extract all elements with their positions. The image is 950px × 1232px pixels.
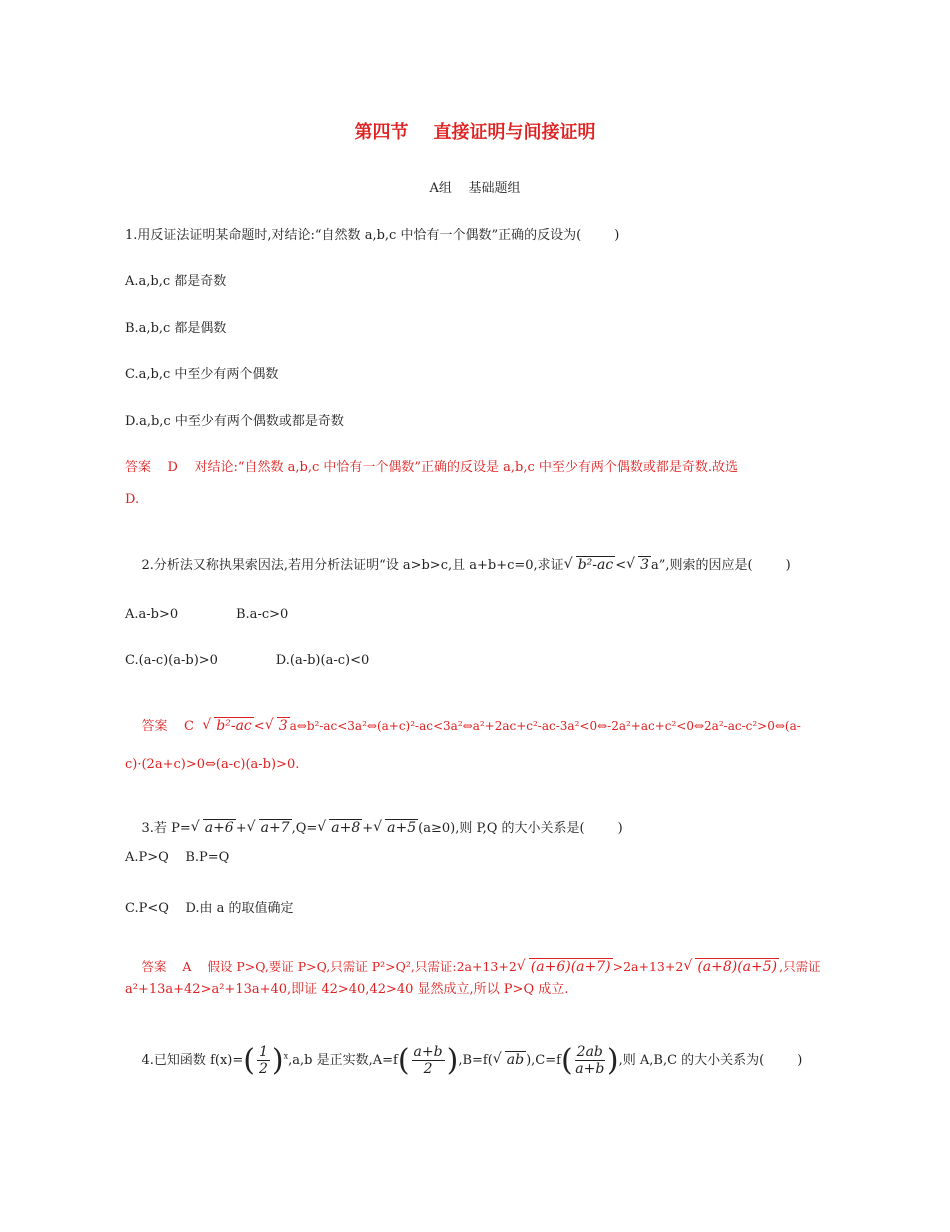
q1-option-a: A.a,b,c 都是奇数 xyxy=(125,274,227,289)
q3-stem xyxy=(125,802,623,851)
q2-options-cd: C.(a-c)(a-b)>0 D.(a-b)(a-c)<0 xyxy=(125,653,370,668)
q2-answer-radical-2: √ 3 xyxy=(265,718,290,734)
q1-option-b: B.a,b,c 都是偶数 xyxy=(125,321,227,336)
q1-stem: 1.用反证法证明某命题时,对结论:“自然数 a,b,c 中恰有一个偶数”正确的反设为( ) xyxy=(125,228,620,243)
q2-answer-less-than: < xyxy=(253,719,265,734)
q3-answer-radical-1: √ (a+6)(a+7) xyxy=(517,959,613,975)
q3-plus-2: + xyxy=(362,821,374,836)
q3-radical-1: √ a+6 xyxy=(191,820,236,836)
q2-radical-2: √ 3 xyxy=(626,557,651,573)
q2-answer-label: 答案 C xyxy=(141,719,195,734)
q3-plus-1: + xyxy=(235,821,247,836)
q3-options-ab: A.P>Q B.P=Q xyxy=(125,850,230,865)
q1-option-d: D.a,b,c 中至少有两个偶数或都是奇数 xyxy=(125,414,344,429)
q4-stem-text: 4.已知函数 f(x)= xyxy=(141,1053,244,1068)
section-title: 第四节 直接证明与间接证明 xyxy=(354,122,596,143)
q3-answer-tail: ,只需证 xyxy=(779,959,821,974)
q4-fraction-c: $\frac{2ab}{a+b}$ xyxy=(575,1044,605,1077)
q4-mid-1: ,a,b 是正实数,A=f xyxy=(288,1053,398,1068)
q4-paren-open-1: ( xyxy=(243,1043,255,1078)
q2-answer xyxy=(125,700,801,749)
q4-fraction-a: $\frac{a+b}{2}$ xyxy=(413,1044,443,1077)
q2-answer-radical-1: √ b²-ac xyxy=(202,718,254,734)
q3-radical-4: √ a+5 xyxy=(373,820,418,836)
q3-radical-3: √ a+8 xyxy=(317,820,362,836)
q3-answer-mid: >2a+13+2 xyxy=(612,959,684,974)
q4-mid-2: ,B=f( xyxy=(458,1053,493,1068)
q4-paren-close-2: ) xyxy=(446,1043,459,1078)
q2-stem-text: 2.分析法又称执果索因法,若用分析法证明“设 a>b>c,且 a+b+c=0,求证 xyxy=(141,558,564,573)
q3-q-eq: ,Q= xyxy=(291,821,318,836)
q3-answer-cont: a²+13a+42>a²+13a+40,即证 42>40,42>40 显然成立,所以 P>Q 成立. xyxy=(125,982,569,997)
q2-stem xyxy=(125,539,791,588)
q3-stem-tail: (a≥0),则 P,Q 的大小关系是( ) xyxy=(418,821,623,836)
q2-options-ab: A.a-b>0 B.a-c>0 xyxy=(125,607,289,622)
q3-answer-text: 答案 A 假设 P>Q,要证 P>Q,只需证 P²>Q²,只需证:2a+13+2 xyxy=(141,959,517,974)
q2-less-than: < xyxy=(615,558,627,573)
q2-answer-cont: c)·(2a+c)>0⇔(a-c)(a-b)>0. xyxy=(125,757,300,772)
q4-paren-close-3: ) xyxy=(606,1043,619,1078)
q4-stem-tail: ,则 A,B,C 的大小关系为( ) xyxy=(618,1053,803,1068)
q1-answer-cont: D. xyxy=(125,492,140,507)
q4-stem xyxy=(125,1028,802,1093)
q4-paren-open-3: ( xyxy=(560,1043,573,1078)
q4-radical-ab: √ ab xyxy=(493,1052,526,1068)
q1-answer: 答案 D 对结论:“自然数 a,b,c 中恰有一个偶数”正确的反设是 a,b,c 中至少有两个偶数或都是奇数.故选 xyxy=(125,460,739,475)
q4-paren-close-1: ) xyxy=(271,1043,284,1078)
q4-mid-3: ),C=f xyxy=(526,1053,561,1068)
q1-option-c: C.a,b,c 中至少有两个偶数 xyxy=(125,367,279,382)
q2-answer-text: a⇔b²-ac<3a²⇔(a+c)²-ac<3a²⇔a²+2ac+c²-ac-3a²<0⇔-2a²+ac+c²<0⇔2a²-ac-c²>0⇔(a- xyxy=(289,719,801,733)
q2-stem-tail: a”,则索的因应是( ) xyxy=(651,558,791,573)
q4-exponent: x xyxy=(283,1051,289,1061)
q3-radical-2: √ a+7 xyxy=(247,820,292,836)
q3-options-cd: C.P<Q D.由 a 的取值确定 xyxy=(125,901,294,916)
group-heading: A组 基础题组 xyxy=(429,181,521,196)
q2-radical-1: √ b²-ac xyxy=(564,557,616,573)
q3-stem-text: 3.若 P= xyxy=(141,821,191,836)
q3-answer-radical-2: √ (a+8)(a+5) xyxy=(683,959,779,975)
q4-fraction-half: $\frac{1}{2}$ xyxy=(258,1044,268,1077)
q4-paren-open-2: ( xyxy=(397,1043,410,1078)
